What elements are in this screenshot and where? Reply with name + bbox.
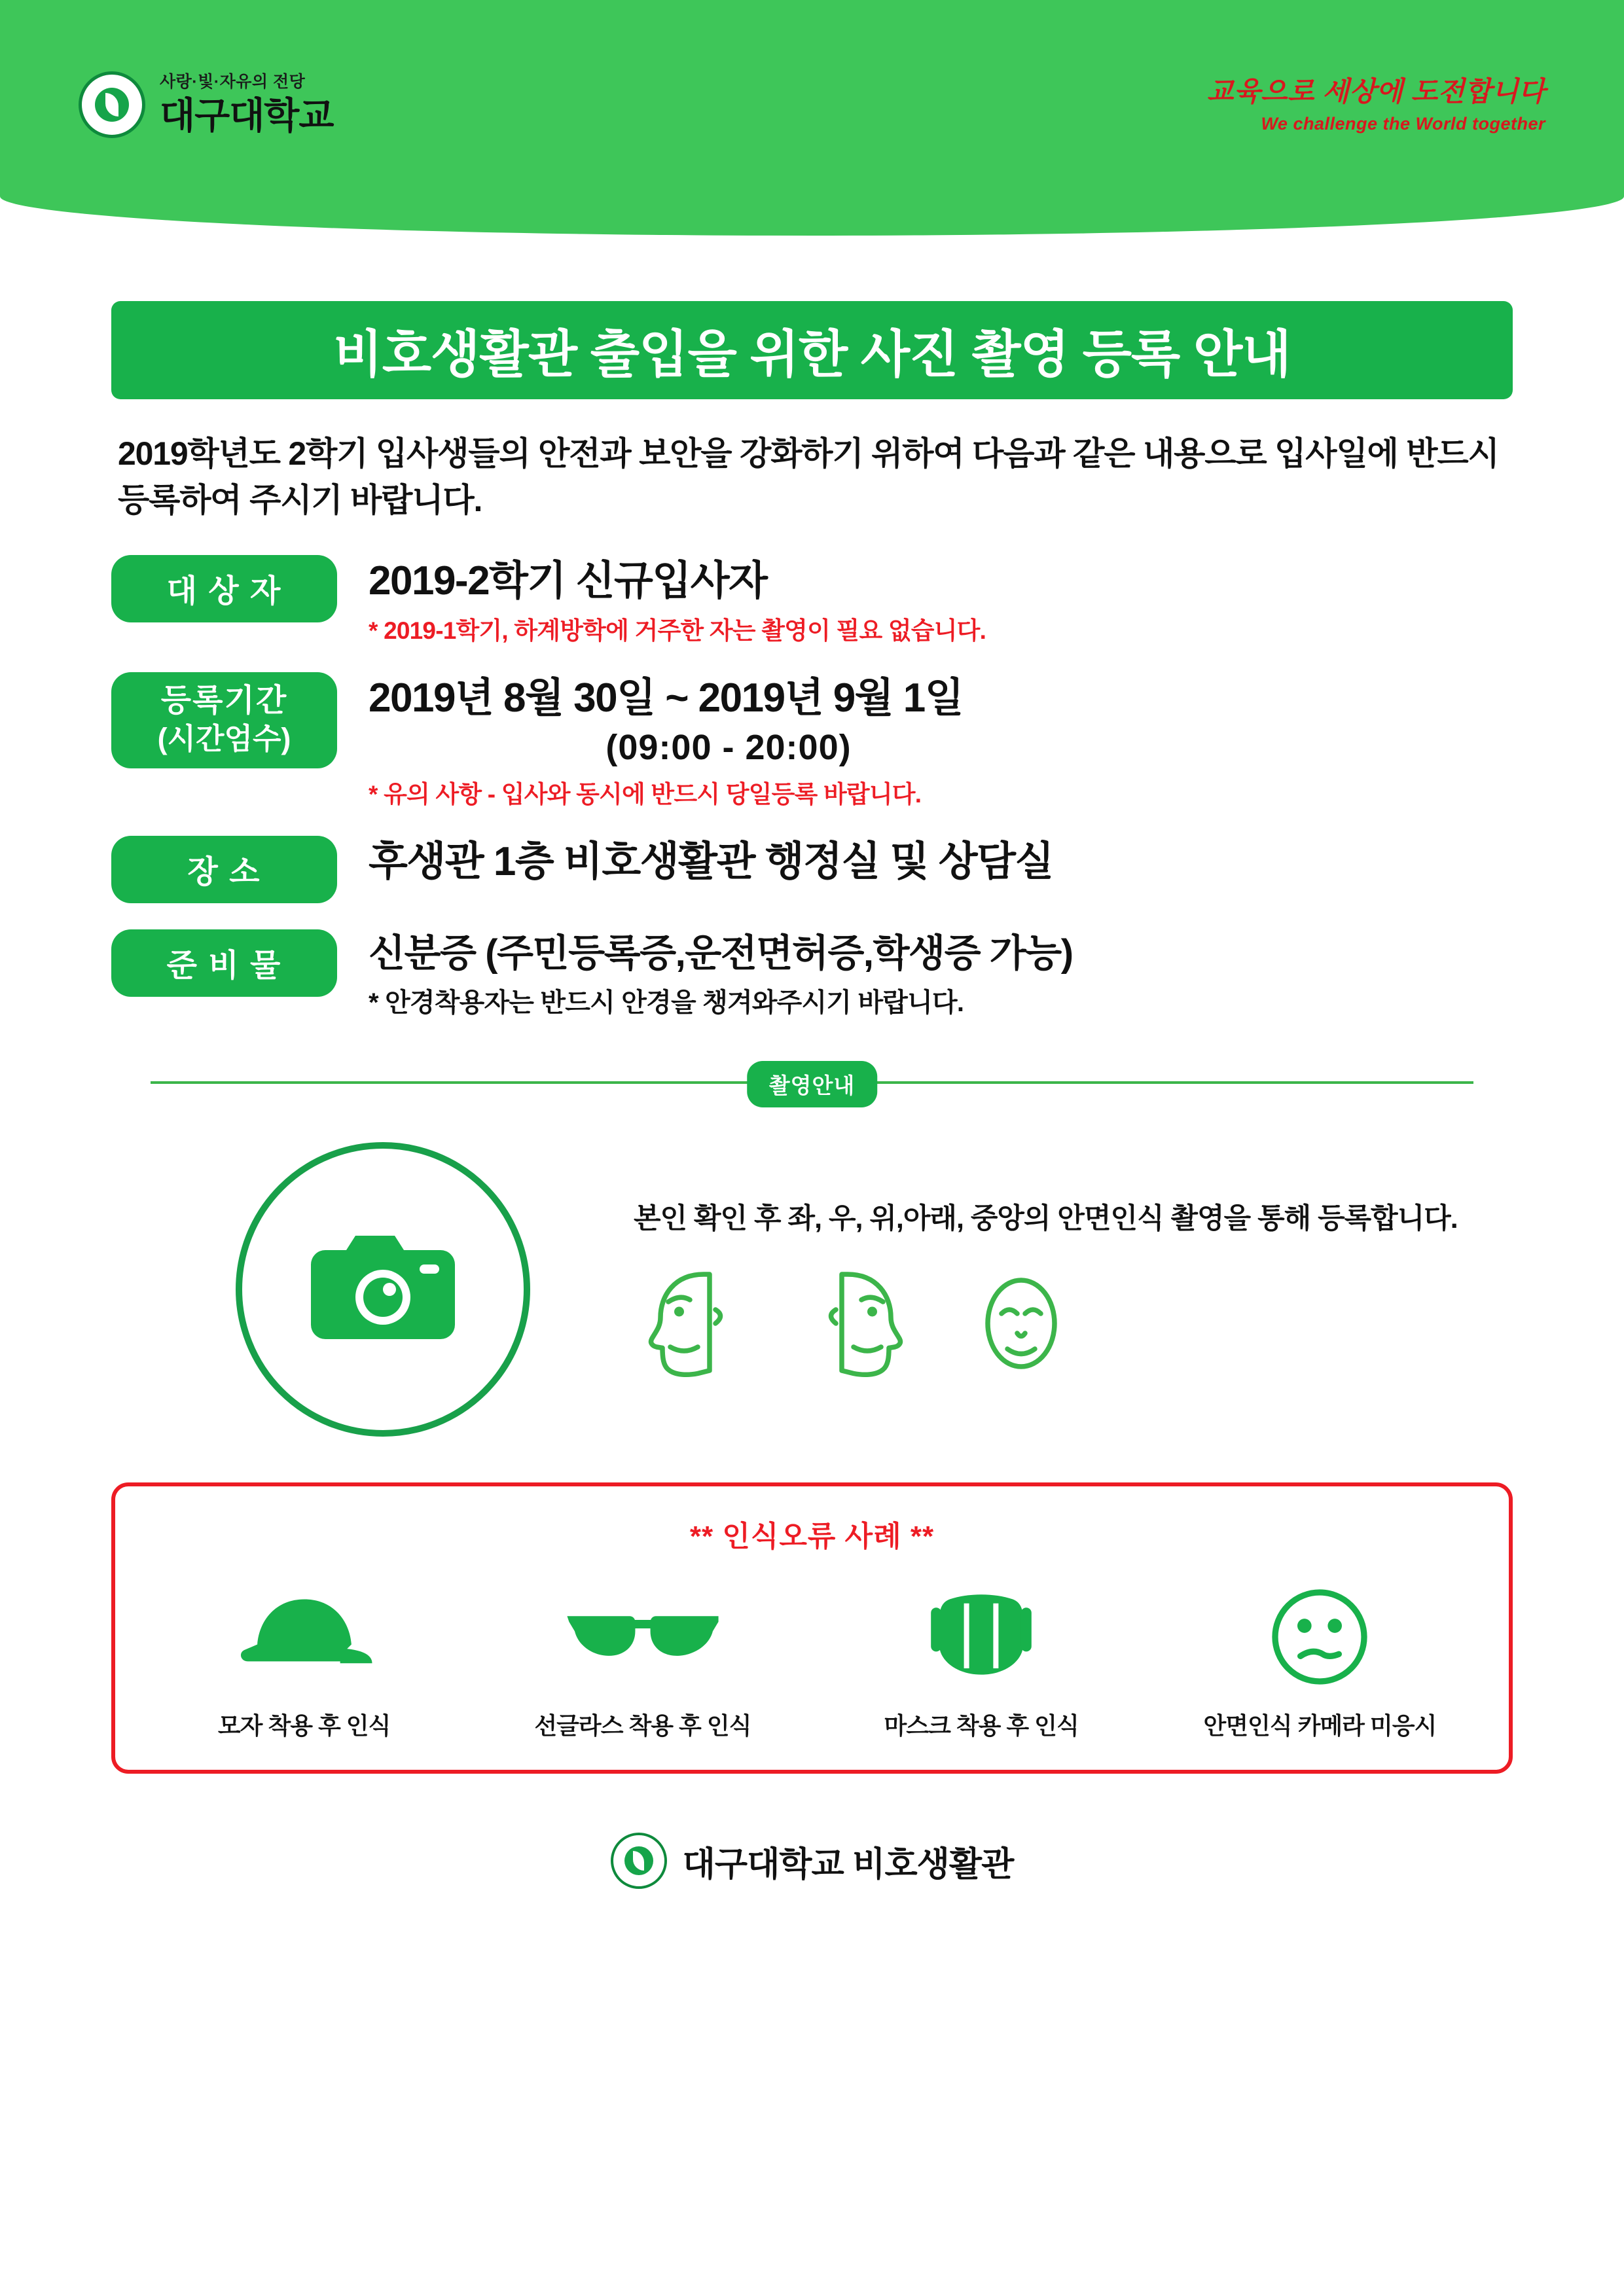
slogan-korean: 교육으로 세상에 도전합니다 — [1206, 75, 1545, 107]
page-header — [0, 0, 1624, 236]
daegu-university-emblem-icon — [611, 1833, 667, 1889]
info-row — [111, 555, 1513, 646]
row-tag-period-main: 등록기간 — [160, 683, 288, 719]
cap-icon — [164, 1578, 445, 1696]
daegu-university-emblem-icon — [79, 71, 145, 138]
info-row — [111, 929, 1513, 1020]
mask-icon — [840, 1578, 1122, 1696]
face-pose-icons — [622, 1263, 1513, 1380]
row-tag-place: 장 소 — [111, 836, 337, 903]
error-box-title: ** 인식오류 사례 ** — [689, 1520, 935, 1553]
info-row — [111, 836, 1513, 903]
recognition-error-box — [111, 1482, 1513, 1774]
error-case-label: 선글라스 착용 후 인식 — [534, 1712, 751, 1740]
logo-name: 대구대학교 — [160, 94, 334, 136]
face-left-profile-icon — [635, 1263, 753, 1380]
face-front-icon — [962, 1263, 1080, 1380]
error-case-item — [840, 1578, 1122, 1741]
page-title-text: 비호생활관 출입을 위한 사진 촬영 등록 안내 — [333, 325, 1291, 383]
info-row — [111, 672, 1513, 809]
slogan-english: We challenge the World together — [1261, 114, 1545, 134]
face-right-profile-icon — [799, 1263, 916, 1380]
section-divider — [111, 1058, 1513, 1104]
row-tag-target: 대 상 자 — [111, 555, 337, 622]
page-footer — [111, 1833, 1513, 1948]
row-value-place: 후생관 1층 비호생활관 행정실 및 상담실 — [369, 838, 1053, 884]
university-slogan — [1207, 75, 1545, 135]
camera-icon — [236, 1142, 530, 1437]
logo-tagline: 사랑·빛·자유의 전당 — [160, 73, 306, 92]
row-note-target: * 2019-1학기, 하계방학에 거주한 자는 촬영이 필요 없습니다. — [369, 617, 986, 645]
guide-description: 본인 확인 후 좌, 우, 위,아래, 중앙의 안면인식 촬영을 통해 등록합니다. — [634, 1203, 1458, 1235]
photo-guide-section — [111, 1142, 1513, 1437]
error-case-item — [502, 1578, 784, 1741]
row-value-items: 신분증 (주민등록증,운전면허증,학생증 가능) — [369, 931, 1073, 975]
row-tag-period — [111, 672, 337, 768]
row-note-period: * 유의 사항 - 입사와 동시에 반드시 당일등록 바랍니다. — [369, 780, 922, 808]
error-case-label: 안면인식 카메라 미응시 — [1203, 1712, 1437, 1740]
row-value-target: 2019-2학기 신규입사자 — [369, 558, 767, 603]
row-tag-items: 준 비 물 — [111, 929, 337, 997]
face-no-response-icon — [1179, 1578, 1460, 1696]
row-note-items: * 안경착용자는 반드시 안경을 챙겨와주시기 바랍니다. — [369, 988, 964, 1018]
row-value-period-hours: (09:00 - 20:00) — [605, 727, 852, 767]
row-value-period: 2019년 8월 30일 ~ 2019년 9월 1일 — [369, 675, 964, 721]
sunglasses-icon — [502, 1578, 784, 1696]
university-logo — [79, 71, 333, 138]
row-tag-period-sub: (시간엄수) — [157, 722, 291, 756]
error-case-label: 모자 착용 후 인식 — [217, 1712, 391, 1740]
footer-text: 대구대학교 비호생활관 — [682, 1845, 1014, 1884]
page-title — [111, 301, 1513, 399]
poster-body — [0, 301, 1624, 1948]
intro-paragraph: 2019학년도 2학기 입사생들의 안전과 보안을 강화하기 위하여 다음과 같은 내용으로 입사일에 반드시 등록하여 주시기 바랍니다. — [118, 435, 1499, 518]
error-case-item — [164, 1578, 445, 1741]
info-rows — [111, 555, 1513, 1019]
error-case-item — [1179, 1578, 1460, 1741]
error-case-label: 마스크 착용 후 인식 — [884, 1712, 1079, 1740]
divider-label: 촬영안내 — [747, 1061, 878, 1107]
